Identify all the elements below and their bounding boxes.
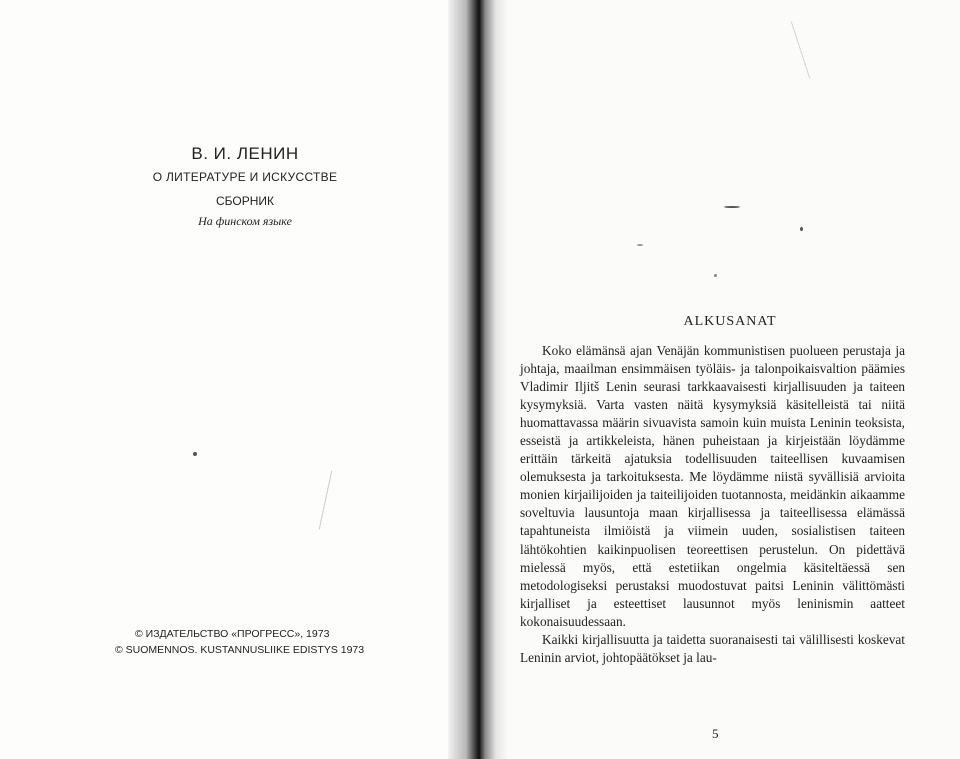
language-note: На финском языке: [198, 214, 292, 228]
dust-speck: [724, 206, 740, 208]
dust-speck: [800, 227, 803, 231]
paragraph-2: Kaikki kirjallisuutta ja taidetta suoranaisesti tai välillisesti koskevat Leninin arviot, johtopäätökset ja lau-: [520, 631, 905, 665]
dust-speck: [193, 452, 197, 456]
page-heading: ALKUSANAT: [683, 314, 777, 329]
copyright-publisher: © ИЗДАТЕЛЬСТВО «ПРОГРЕСС», 1973: [135, 628, 330, 640]
book-title: О ЛИТЕРАТУРЕ И ИСКУССТВЕ: [152, 170, 338, 184]
copyright-translation: © SUOMENNOS. KUSTANNUSLIIKE EDISTYS 1973: [115, 644, 365, 656]
dust-speck: [637, 244, 643, 246]
body-text: [520, 342, 905, 667]
paragraph-1: Koko elämänsä ajan Venäjän kommunistisen puolueen perustaja ja johtaja, maailman ensimmäisen työläis- ja talonpoikaisvaltion päämies Vladimir Iljitš Lenin seurasi tarkkaavaisesti kirjallisuuden ja taiteen kysymyksiä. Varta vasten näitä kysymyksiä käsitelleistä tai niitä huomattavassa määrin sivuavista samoin kuin muista Leninin teoksista, esseistä ja artikkeleista, hänen puheistaan ja kirjeistään löydämme erittäin tärkeitä ajatuksia todellisuuden taiteellisen kuvaamisen olemuksesta ja tarkoituksesta. Me löydämme niistä syvällisiä arvioita monien kirjailijoiden ja taiteilijoiden tuotannosta, meidänkin aikaamme soveltuvia lausuntoja maan kirjallisessa ja taiteellisessa elämässä tapahtuneista ilmiöistä ja viimein uuden, sosialistisen taiteen lähtökohtien kaikinpuolisen teoreettisen perustelun. On pidettävä mielessä myös, että estetiikan ongelmia käsiteltäessä sen metodologiseksi perustaksi muodostuvat paitsi Leninin välittömästi kirjalliset ja esteettiset lausunnot myös leninismin aatteet kokonaisuudessaan.: [520, 343, 905, 629]
page-number: 5: [712, 726, 719, 741]
collection-label: СБОРНИК: [215, 194, 275, 208]
book-gutter: [448, 0, 508, 759]
author-name: В. И. ЛЕНИН: [191, 144, 299, 163]
dust-speck: [714, 274, 717, 277]
